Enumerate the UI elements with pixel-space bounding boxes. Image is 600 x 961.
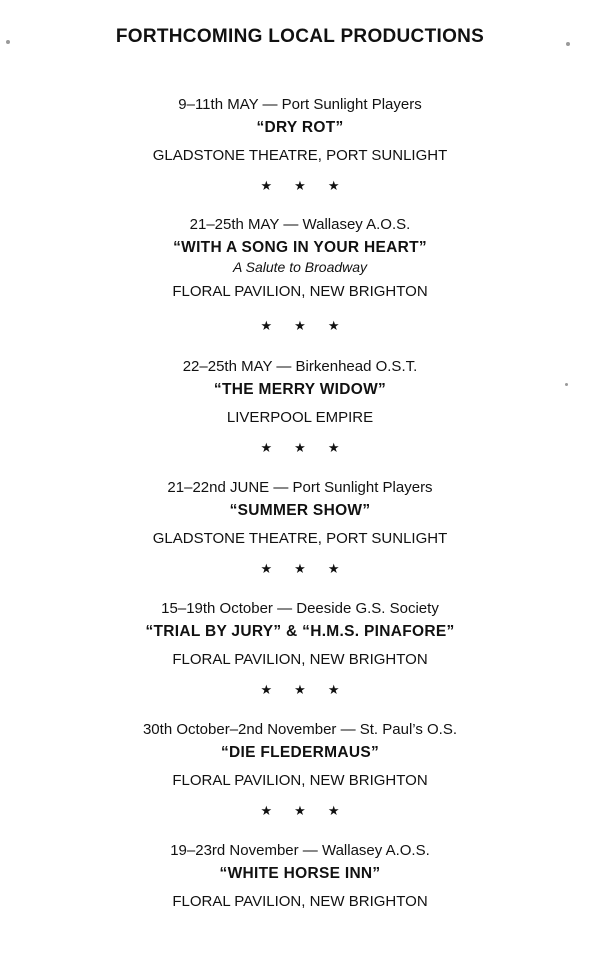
production-title: “WITH A SONG IN YOUR HEART” bbox=[173, 239, 427, 256]
production-dates: 21–22nd JUNE — Port Sunlight Players bbox=[167, 479, 433, 496]
production-entry bbox=[0, 719, 600, 840]
production-venue: FLORAL PAVILION, NEW BRIGHTON bbox=[172, 893, 428, 910]
production-venue: FLORAL PAVILION, NEW BRIGHTON bbox=[172, 283, 428, 300]
production-entry bbox=[0, 214, 600, 356]
production-dates: 19–23rd November — Wallasey A.O.S. bbox=[170, 842, 430, 859]
page-title: FORTHCOMING LOCAL PRODUCTIONS bbox=[115, 26, 485, 47]
production-subtitle: A Salute to Broadway bbox=[232, 259, 368, 275]
star-separator: ★★★ bbox=[260, 318, 362, 333]
production-venue: LIVERPOOL EMPIRE bbox=[226, 409, 374, 426]
star-separator: ★★★ bbox=[260, 561, 362, 576]
production-dates: 30th October–2nd November — St. Paul’s O.S. bbox=[142, 721, 458, 738]
paper-speck bbox=[6, 40, 10, 44]
production-title: “DIE FLEDERMAUS” bbox=[220, 744, 380, 761]
star-separator: ★★★ bbox=[260, 803, 362, 818]
production-venue: FLORAL PAVILION, NEW BRIGHTON bbox=[172, 651, 428, 668]
production-venue: GLADSTONE THEATRE, PORT SUNLIGHT bbox=[152, 530, 448, 547]
paper-speck bbox=[566, 42, 570, 46]
production-dates: 22–25th MAY — Birkenhead O.S.T. bbox=[182, 358, 418, 375]
production-dates: 15–19th October — Deeside G.S. Society bbox=[161, 600, 439, 617]
production-venue: FLORAL PAVILION, NEW BRIGHTON bbox=[172, 772, 428, 789]
production-venue: GLADSTONE THEATRE, PORT SUNLIGHT bbox=[152, 147, 448, 164]
production-dates: 21–25th MAY — Wallasey A.O.S. bbox=[189, 216, 411, 233]
productions-list bbox=[0, 94, 600, 961]
production-entry bbox=[0, 356, 600, 477]
production-title: “WHITE HORSE INN” bbox=[219, 865, 381, 882]
production-title: “TRIAL BY JURY” & “H.M.S. PINAFORE” bbox=[145, 623, 455, 640]
production-title: “SUMMER SHOW” bbox=[229, 502, 371, 519]
production-entry bbox=[0, 477, 600, 598]
production-entry bbox=[0, 94, 600, 215]
star-separator: ★★★ bbox=[260, 682, 362, 697]
star-separator: ★★★ bbox=[260, 178, 362, 193]
production-title: “DRY ROT” bbox=[256, 119, 344, 136]
production-entry bbox=[0, 840, 600, 961]
production-dates: 9–11th MAY — Port Sunlight Players bbox=[178, 96, 422, 113]
star-separator: ★★★ bbox=[260, 440, 362, 455]
production-title: “THE MERRY WIDOW” bbox=[213, 381, 387, 398]
production-entry bbox=[0, 598, 600, 719]
